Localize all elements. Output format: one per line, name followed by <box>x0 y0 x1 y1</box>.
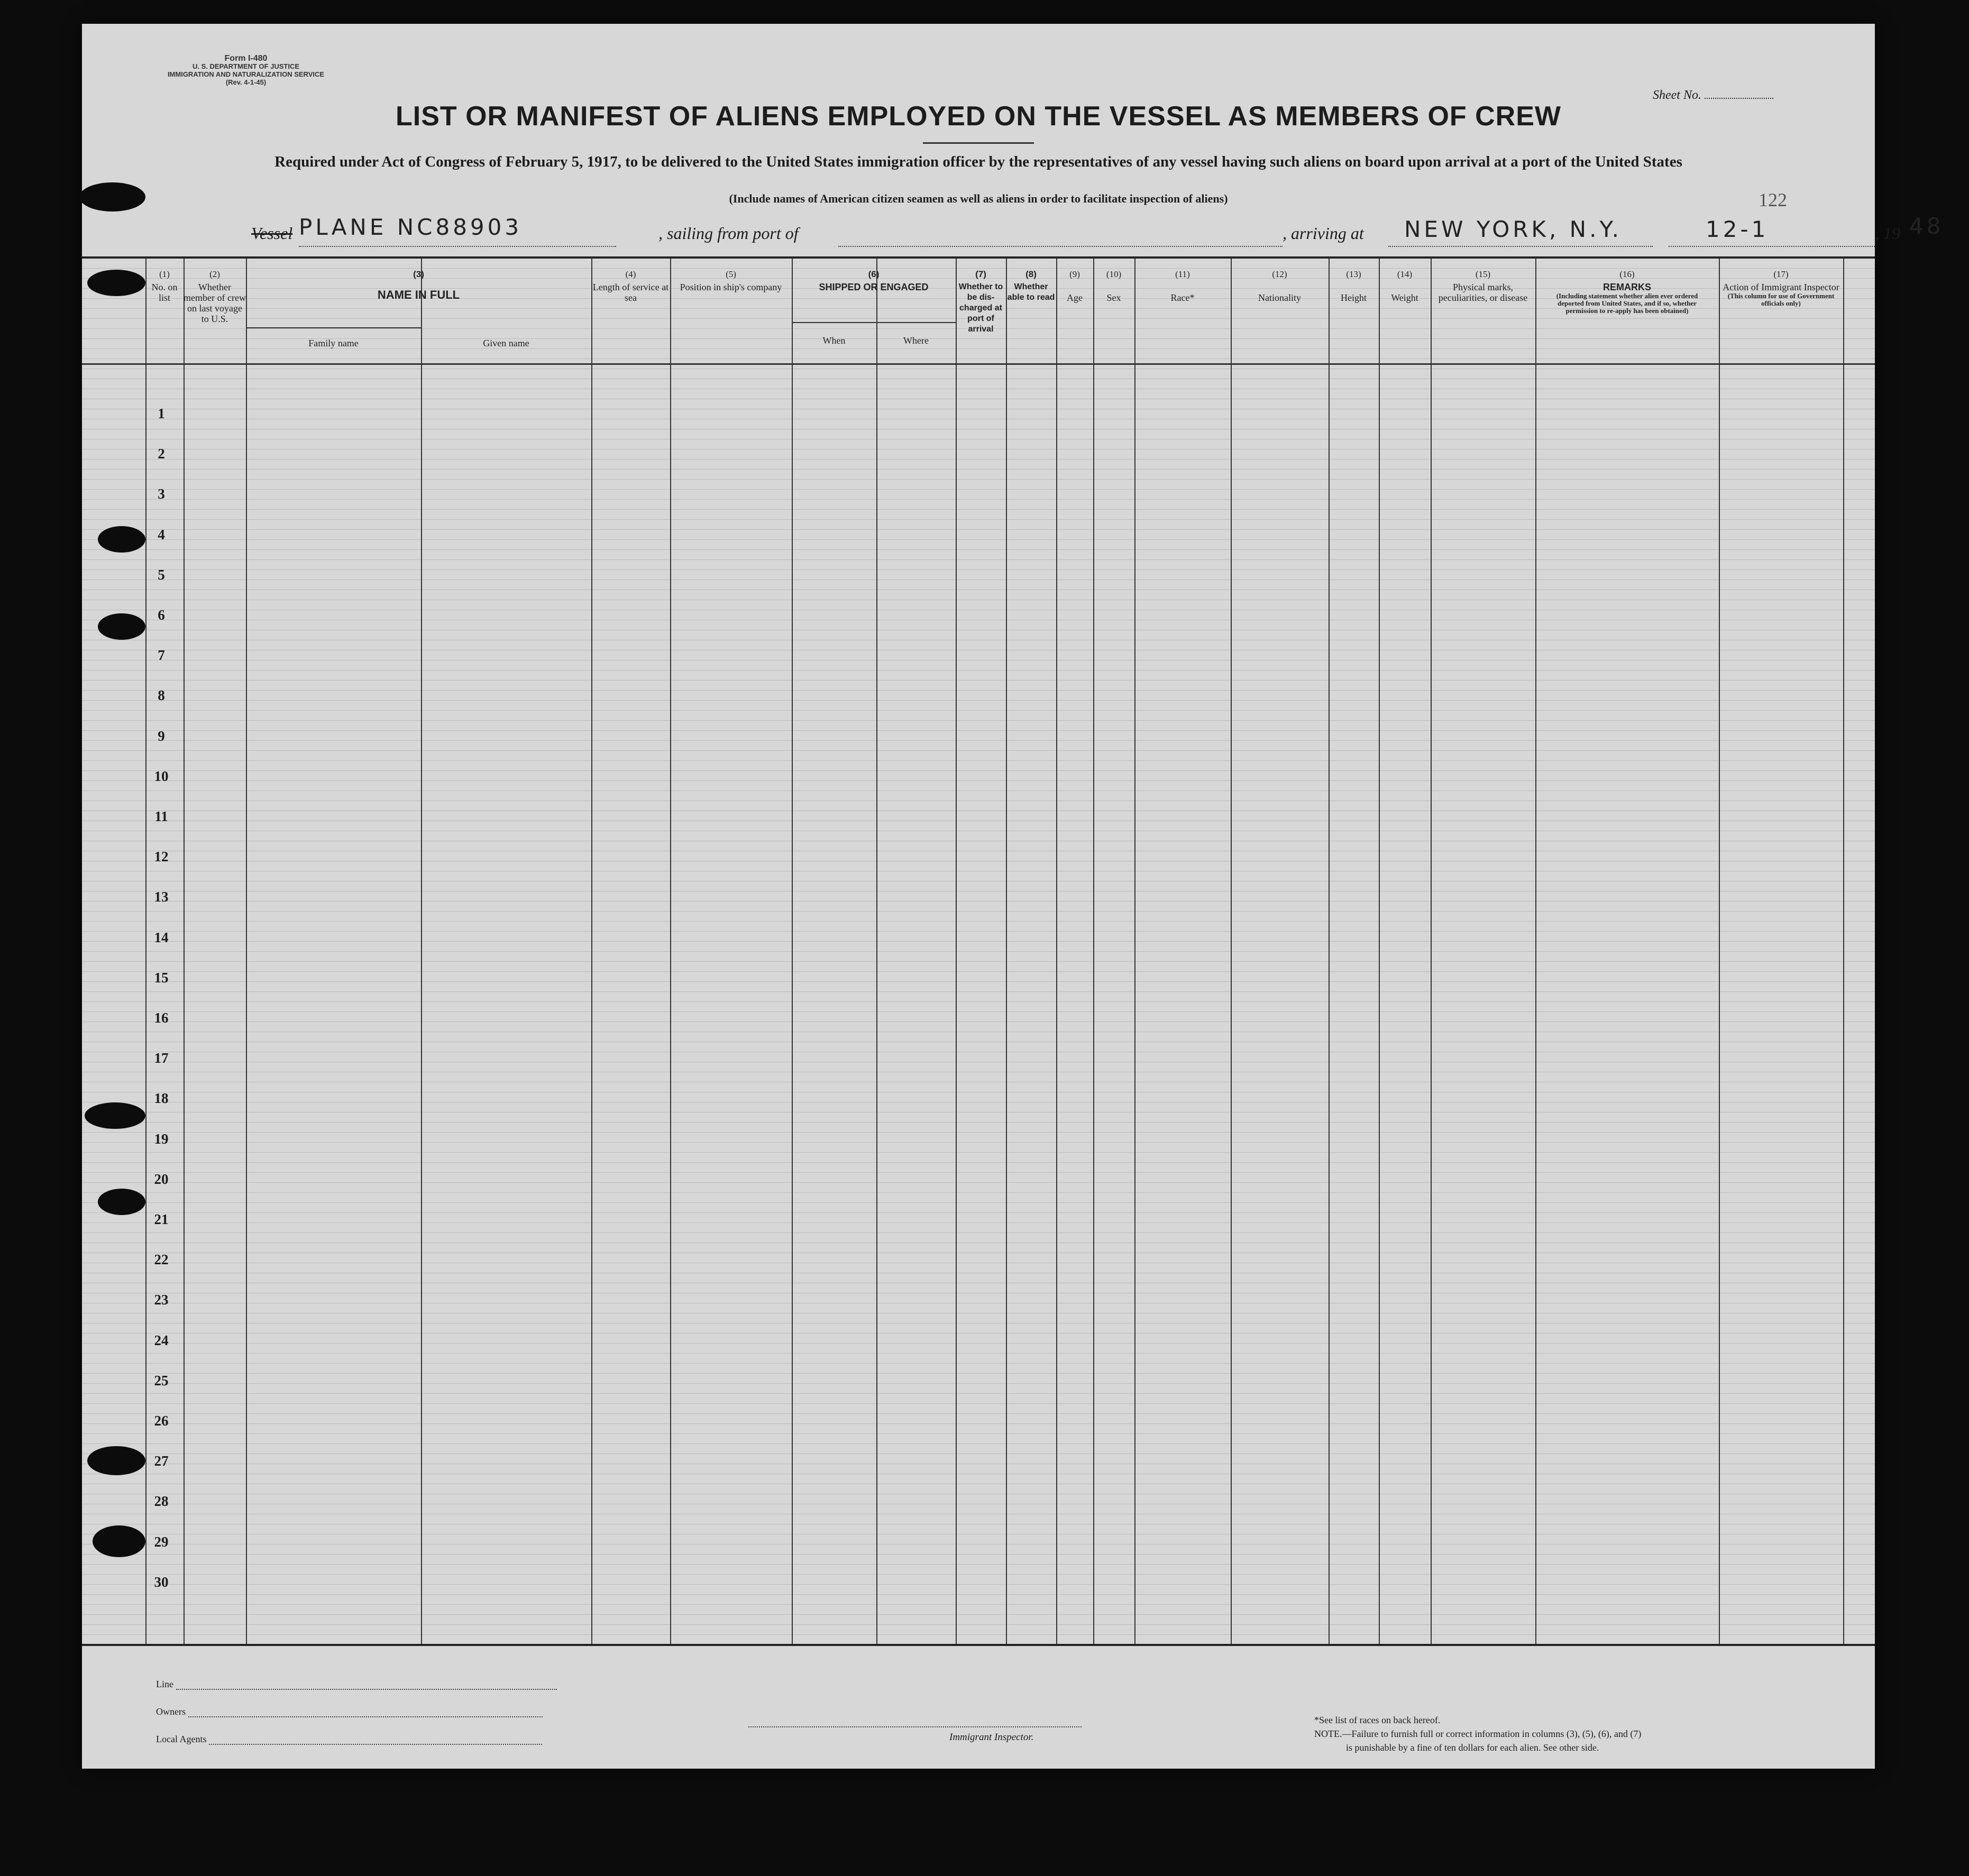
col-header-7: (7) Whether to be dis-charged at port of arrival <box>958 269 1003 334</box>
line-field: Line <box>156 1679 557 1690</box>
col-divider <box>1431 259 1432 1644</box>
row-number: 22 <box>154 1252 169 1268</box>
page-subtitle: Required under Act of Congress of February 5, 1917, to be delivered to the United States immigration officer by the representatives of any vessel having such aliens on board upon arrival at a port of the United States <box>274 153 1682 170</box>
arrival-port-handwritten: NEW YORK, N.Y. <box>1404 216 1622 242</box>
vessel-name-handwritten: PLANE NC88903 <box>299 214 523 240</box>
row-number: 11 <box>154 808 168 824</box>
row-number: 30 <box>154 1574 169 1590</box>
col-divider <box>145 259 146 1644</box>
punch-hole <box>98 613 145 640</box>
col-header-9: (9) Age <box>1067 269 1083 303</box>
col-header-13: (13) Height <box>1341 269 1367 303</box>
col-header-3: (3) NAME IN FULL <box>377 269 460 301</box>
page-subnote: (Include names of American citizen seamen as well as aliens in order to facilitate inspection of aliens) <box>729 192 1228 205</box>
vessel-label: Vessel <box>251 224 293 243</box>
form-identifier <box>140 54 352 86</box>
punch-hole <box>93 1525 145 1557</box>
form-footer <box>82 1642 1875 1769</box>
col-divider <box>1379 259 1380 1644</box>
sailing-label: , sailing from port of <box>658 224 799 243</box>
inspector-signature-line <box>748 1726 1082 1727</box>
col-header-12: (12) Nationality <box>1258 269 1301 303</box>
vessel-blank <box>299 246 616 247</box>
sheet-number-blank <box>1705 98 1773 99</box>
stamped-page-number: 122 <box>1759 189 1787 210</box>
row-number: 21 <box>154 1211 169 1227</box>
year-prefix: , 19 <box>1875 224 1900 243</box>
row-number: 8 <box>158 687 165 704</box>
col-divider <box>246 259 247 1644</box>
col-divider <box>956 259 957 1644</box>
row-number: 6 <box>158 607 165 623</box>
col-divider <box>792 259 793 1644</box>
owners-field: Owners <box>156 1706 543 1717</box>
col-header-10: (10) Sex <box>1106 269 1122 303</box>
row-number: 28 <box>154 1493 169 1510</box>
punch-hole <box>87 1446 145 1475</box>
row-number: 9 <box>158 728 165 744</box>
local-agents-field: Local Agents <box>156 1734 542 1745</box>
col-divider <box>1843 259 1844 1644</box>
col-header-14: (14) Weight <box>1391 269 1418 303</box>
col-divider <box>1535 259 1536 1644</box>
row-number: 7 <box>158 647 165 664</box>
arriving-label: , arriving at <box>1283 224 1364 243</box>
races-note: *See list of races on back hereof. <box>1314 1715 1441 1725</box>
row-number: 3 <box>158 486 165 502</box>
col-header-3-family: Family name <box>308 338 359 348</box>
row-number: 5 <box>158 566 165 583</box>
row-number: 24 <box>154 1332 169 1348</box>
footer-note <box>1314 1713 1641 1754</box>
col-header-5: (5) Position in ship's company <box>680 269 782 292</box>
row-number: 2 <box>158 446 165 462</box>
form-number: Form I-480 <box>224 54 268 63</box>
punch-hole <box>79 182 145 211</box>
col-divider <box>1134 259 1135 1644</box>
row-number: 4 <box>158 526 165 542</box>
col-header-6-where: Where <box>903 335 929 346</box>
row-number: 15 <box>154 969 169 986</box>
col-header-6: (6) SHIPPED OR ENGAGED <box>819 269 929 292</box>
row-number: 1 <box>158 406 165 421</box>
row-number: 20 <box>154 1171 169 1187</box>
col-header-3-given: Given name <box>483 338 529 348</box>
col-divider <box>876 259 877 1644</box>
arrival-date-blank <box>1669 246 1875 247</box>
col-divider <box>1329 259 1330 1644</box>
col-divider <box>184 259 185 1644</box>
punch-hole <box>87 270 145 296</box>
crew-table <box>82 256 1875 1646</box>
col-header-6-when: When <box>822 335 846 346</box>
row-number: 17 <box>154 1050 169 1066</box>
col-divider <box>1093 259 1094 1644</box>
penalty-note-2: is punishable by a fine of ten dollars for each alien. See other side. <box>1346 1742 1599 1753</box>
year-handwritten: 48 <box>1909 213 1944 239</box>
service-name: IMMIGRATION AND NATURALIZATION SERVICE <box>167 70 325 78</box>
col-divider <box>670 259 671 1644</box>
col-header-17: (17) Action of Immigrant Inspector (This column for use of Government officials only) <box>1723 269 1839 307</box>
row-number: 26 <box>154 1413 169 1429</box>
vessel-info-line <box>251 213 1944 250</box>
col-header-4: (4) Length of service at sea <box>592 269 669 303</box>
row-number: 23 <box>154 1292 169 1308</box>
row-number: 16 <box>154 1010 169 1026</box>
col-divider <box>591 259 592 1644</box>
col-divider <box>1719 259 1720 1644</box>
title-underline <box>923 142 1034 144</box>
sailing-port-blank <box>838 246 1283 247</box>
col6-subheader-rule <box>792 322 956 323</box>
arrival-date-handwritten: 12-1 <box>1706 216 1769 242</box>
col-header-2: (2) Whether member of crew on last voyage to U.S. <box>184 269 246 324</box>
col-header-15: (15) Physical marks, peculiarities, or disease <box>1438 269 1528 303</box>
row-number: 19 <box>154 1130 169 1147</box>
page-title: LIST OR MANIFEST OF ALIENS EMPLOYED ON THE VESSEL AS MEMBERS OF CREW <box>396 101 1561 132</box>
inspector-label: Immigrant Inspector. <box>949 1732 1034 1743</box>
col-header-16: (16) REMARKS (Including statement whether alien ever ordered deported from United States, and if so, whether permission to re-apply has been obtained) <box>1556 269 1698 315</box>
penalty-note-1: NOTE.—Failure to furnish full or correct information in columns (3), (5), (6), and (7) <box>1314 1728 1642 1739</box>
col-divider <box>421 259 422 1644</box>
row-number: 13 <box>154 889 169 905</box>
punch-hole <box>98 1189 145 1215</box>
department-name: U. S. DEPARTMENT OF JUSTICE <box>193 62 299 70</box>
punch-hole <box>85 1102 145 1129</box>
header-bottom-rule <box>82 363 1875 365</box>
col-divider <box>1056 259 1057 1644</box>
col-divider <box>1231 259 1232 1644</box>
col-divider <box>1006 259 1007 1644</box>
col-header-1: (1) No. on list <box>151 269 178 303</box>
row-number: 12 <box>154 849 169 865</box>
col-header-8: (8) Whether able to read <box>1007 269 1055 302</box>
manifest-page <box>82 24 1944 1769</box>
row-number: 29 <box>154 1533 169 1550</box>
arrival-port-blank <box>1388 246 1653 247</box>
row-number: 14 <box>154 929 169 945</box>
row-number: 18 <box>154 1090 169 1107</box>
col-header-11: (11) Race* <box>1170 269 1195 303</box>
form-revision: (Rev. 4-1-45) <box>225 78 267 86</box>
row-number: 25 <box>154 1372 169 1388</box>
row-number: 10 <box>154 768 169 784</box>
sheet-number-label: Sheet No. <box>1653 88 1701 102</box>
row-number: 27 <box>154 1453 169 1469</box>
col3-subheader-rule <box>246 327 421 328</box>
punch-hole <box>98 526 145 553</box>
